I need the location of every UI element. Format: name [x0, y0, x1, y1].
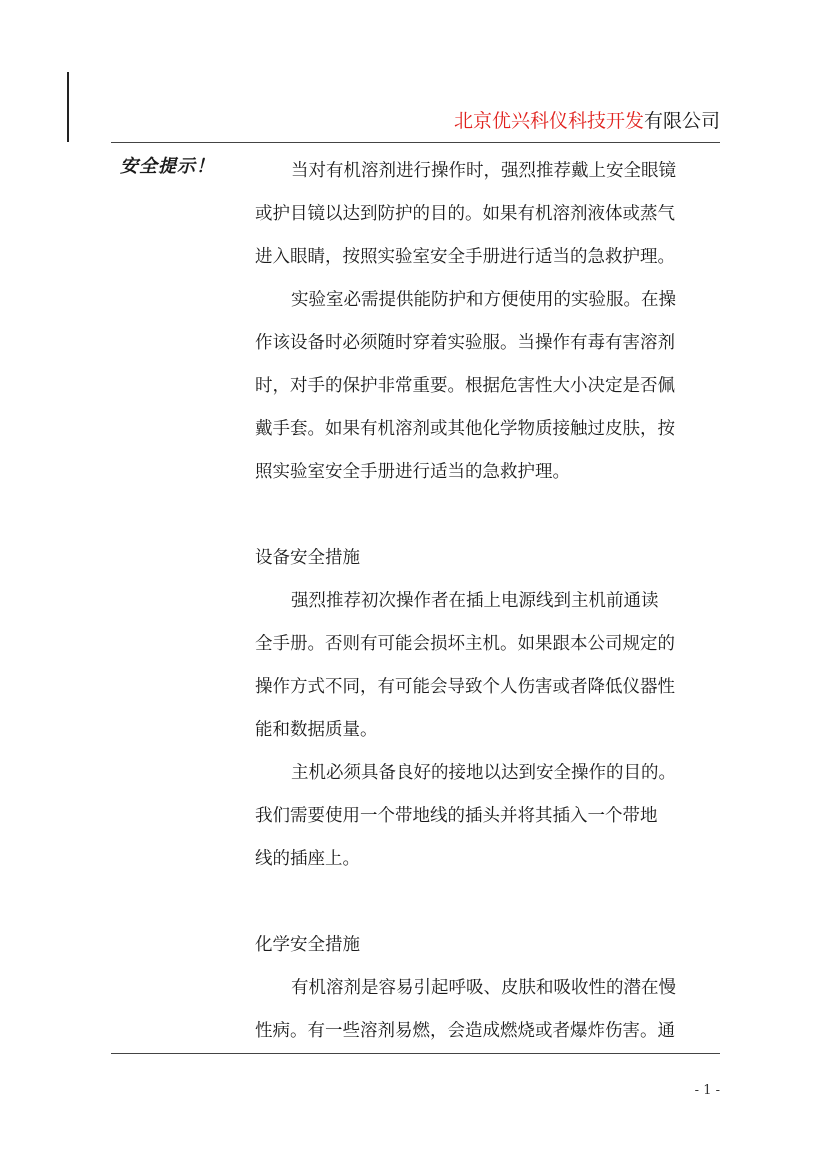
- margin-change-bar: [67, 72, 69, 142]
- safety-paragraph-clothing: [255, 279, 720, 494]
- document-body: [255, 150, 720, 1053]
- text-line: 当对有机溶剂进行操作时，强烈推荐戴上安全眼镜: [291, 161, 676, 181]
- text-line: 有机溶剂是容易引起呼吸、皮肤和吸收性的潜在慢: [291, 978, 676, 998]
- text-line: 强烈推荐初次操作者在插上电源线到主机前通读: [291, 591, 659, 611]
- text-line: 全手册。否则有可能会损坏主机。如果跟本公司规定的: [255, 634, 675, 654]
- text-line: 戴手套。如果有机溶剂或其他化学物质接触过皮肤，按: [255, 419, 675, 439]
- text-line: 线的插座上。: [255, 849, 360, 869]
- section-spacer: [255, 881, 720, 924]
- equipment-safety-heading: 设备安全措施: [255, 548, 360, 568]
- page-number: - 1 -: [694, 1083, 720, 1098]
- text-line: 或护目镜以达到防护的目的。如果有机溶剂液体或蒸气: [255, 204, 675, 224]
- section-spacer: [255, 494, 720, 537]
- text-line: 主机必须具备良好的接地以达到安全操作的目的。: [291, 763, 676, 783]
- safety-paragraph-eyes: [255, 150, 720, 279]
- text-line: 照实验室安全手册进行适当的急救护理。: [255, 462, 570, 482]
- text-line: 时，对手的保护非常重要。根据危害性大小决定是否佩: [255, 376, 675, 396]
- footer-rule: [111, 1053, 720, 1054]
- header-company-name: [454, 108, 720, 134]
- company-name-highlighted: 北京优兴科仪科技开发: [453, 110, 644, 132]
- equipment-paragraph-manual: [255, 580, 720, 752]
- header-rule: [111, 142, 720, 143]
- text-line: 实验室必需提供能防护和方便使用的实验服。在操: [291, 290, 676, 310]
- chemical-paragraph-solvents: [255, 967, 720, 1053]
- chemical-safety-heading: 化学安全措施: [255, 935, 360, 955]
- text-line: 性病。有一些溶剂易燃，会造成燃烧或者爆炸伤害。通: [255, 1021, 675, 1041]
- text-line: 操作方式不同，有可能会导致个人伤害或者降低仪器性: [255, 677, 675, 697]
- text-line: 能和数据质量。: [255, 720, 378, 740]
- text-line: 我们需要使用一个带地线的插头并将其插入一个带地: [255, 806, 658, 826]
- safety-notice-title: 安全提示！: [120, 156, 215, 177]
- company-name-suffix: 有限公司: [643, 110, 720, 132]
- text-line: 进入眼睛，按照实验室安全手册进行适当的急救护理。: [255, 247, 675, 267]
- equipment-paragraph-grounding: [255, 752, 720, 881]
- text-line: 作该设备时必须随时穿着实验服。当操作有毒有害溶剂: [255, 333, 675, 353]
